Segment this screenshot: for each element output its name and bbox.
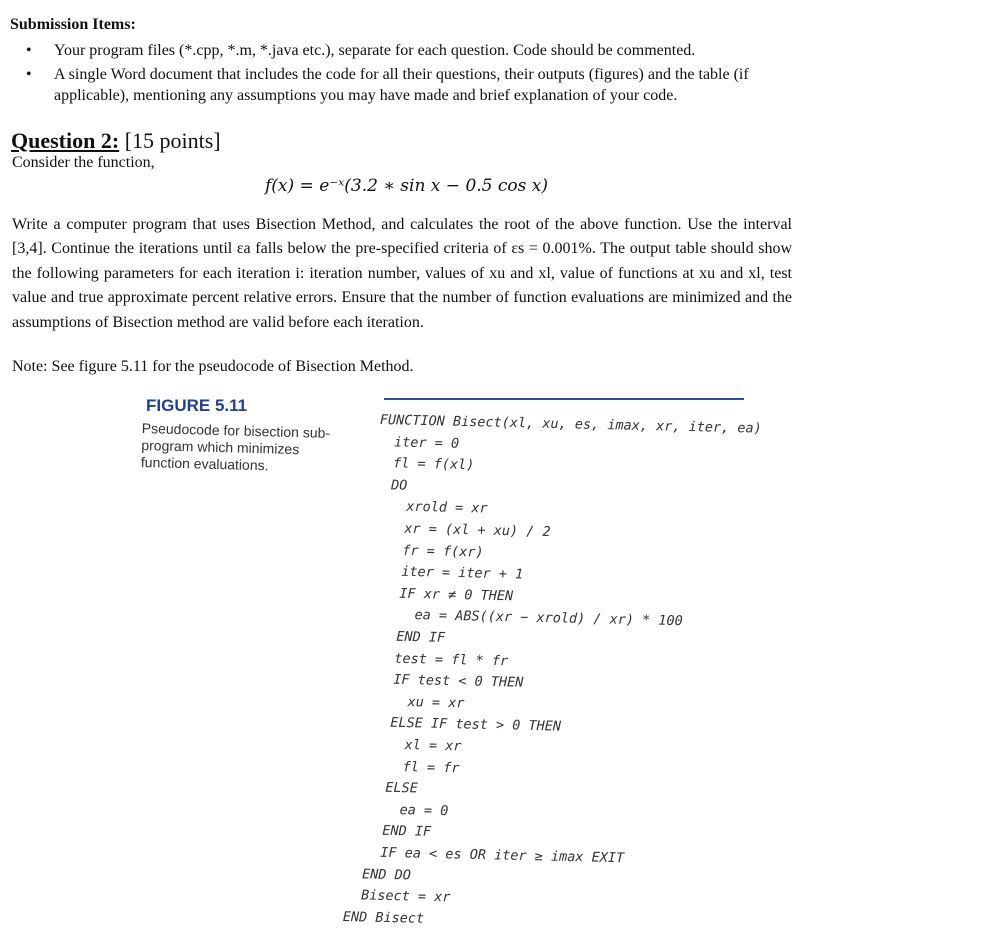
pseudocode-line: fl = fr <box>354 757 461 776</box>
figure-caption: Pseudocode for bisection sub-program which minimizes function evaluations. <box>140 420 331 474</box>
submission-items-heading: Submission Items: <box>10 16 136 33</box>
pseudocode-line: FUNCTION Bisect(xl, xu, es, imax, xr, iter, ea) <box>379 412 762 437</box>
pseudocode-figure <box>140 388 762 928</box>
function-equation: f(x) = e⁻ˣ(3.2 ∗ sin x − 0.5 cos x) <box>265 176 548 196</box>
question-note: Note: See figure 5.11 for the pseudocode of Bisection Method. <box>12 358 414 375</box>
question-points: [15 points] <box>119 128 221 153</box>
pseudocode-line: END IF <box>349 822 431 841</box>
pseudocode-line: Bisect = xr <box>344 887 451 906</box>
pseudocode-line: ELSE <box>352 779 418 797</box>
pseudocode-line: END Bisect <box>342 908 425 927</box>
pseudocode-line: IF ea < es OR iter ≥ imax EXIT <box>347 844 625 867</box>
pseudocode-line: ea = ABS((xr − xrold) / xr) * 100 <box>365 606 683 630</box>
pseudocode-line: fl = f(xl) <box>376 455 475 474</box>
submission-item <box>26 40 796 62</box>
pseudocode-line: ELSE IF test > 0 THEN <box>357 714 561 735</box>
bullet-icon: • <box>26 42 32 59</box>
pseudocode-line: iter = iter + 1 <box>368 563 524 583</box>
submission-item-text: Your program files (*.cpp, *.m, *.java etc.), separate for each question. Code should be commented. <box>54 42 696 59</box>
pseudocode-line: fr = f(xr) <box>370 541 485 561</box>
pseudocode-line: xu = xr <box>358 692 465 712</box>
pseudocode-line: xrold = xr <box>373 498 488 517</box>
pseudocode-line: IF xr ≠ 0 THEN <box>366 584 514 605</box>
submission-item <box>26 64 796 107</box>
figure-rule <box>384 398 744 400</box>
question-body: Write a computer program that uses Bisection Method, and calculates the root of the above function. Use the interval [3,4]. Continue the iterations until εa falls below the pre-specified criteria of εs = 0.001%. The output table should show the following parameters for each iteration i: iteration number, values of xu and xl, value of functions at xu and xl, test value and true approximate percent relative errors. Ensure that the number of function evaluations are minimized and the assumptions of Bisection method are valid before each iteration. <box>12 216 792 331</box>
question-heading: Question 2: <box>11 128 120 153</box>
bullet-icon: • <box>26 65 32 83</box>
figure-label: FIGURE 5.11 <box>146 396 248 415</box>
question-intro: Consider the function, <box>12 154 155 171</box>
pseudocode-line: END IF <box>363 628 446 646</box>
question-title <box>11 128 221 154</box>
pseudocode-line: IF test < 0 THEN <box>360 671 524 691</box>
pseudocode-line: xr = (xl + xu) / 2 <box>371 520 551 541</box>
submission-item-text: A single Word document that includes the code for all their questions, their outputs (figures) and the table (if applicable), mentioning any assumptions you may have made and brief explanation of your code. <box>54 65 749 104</box>
pseudocode-line: DO <box>374 476 408 494</box>
pseudocode-line: END DO <box>346 865 412 884</box>
pseudocode-line: iter = 0 <box>378 433 460 452</box>
pseudocode-line: xl = xr <box>355 736 462 755</box>
pseudocode-line: ea = 0 <box>350 800 449 820</box>
submission-items-list <box>26 40 796 109</box>
pseudocode-line: test = fl * fr <box>362 649 509 669</box>
